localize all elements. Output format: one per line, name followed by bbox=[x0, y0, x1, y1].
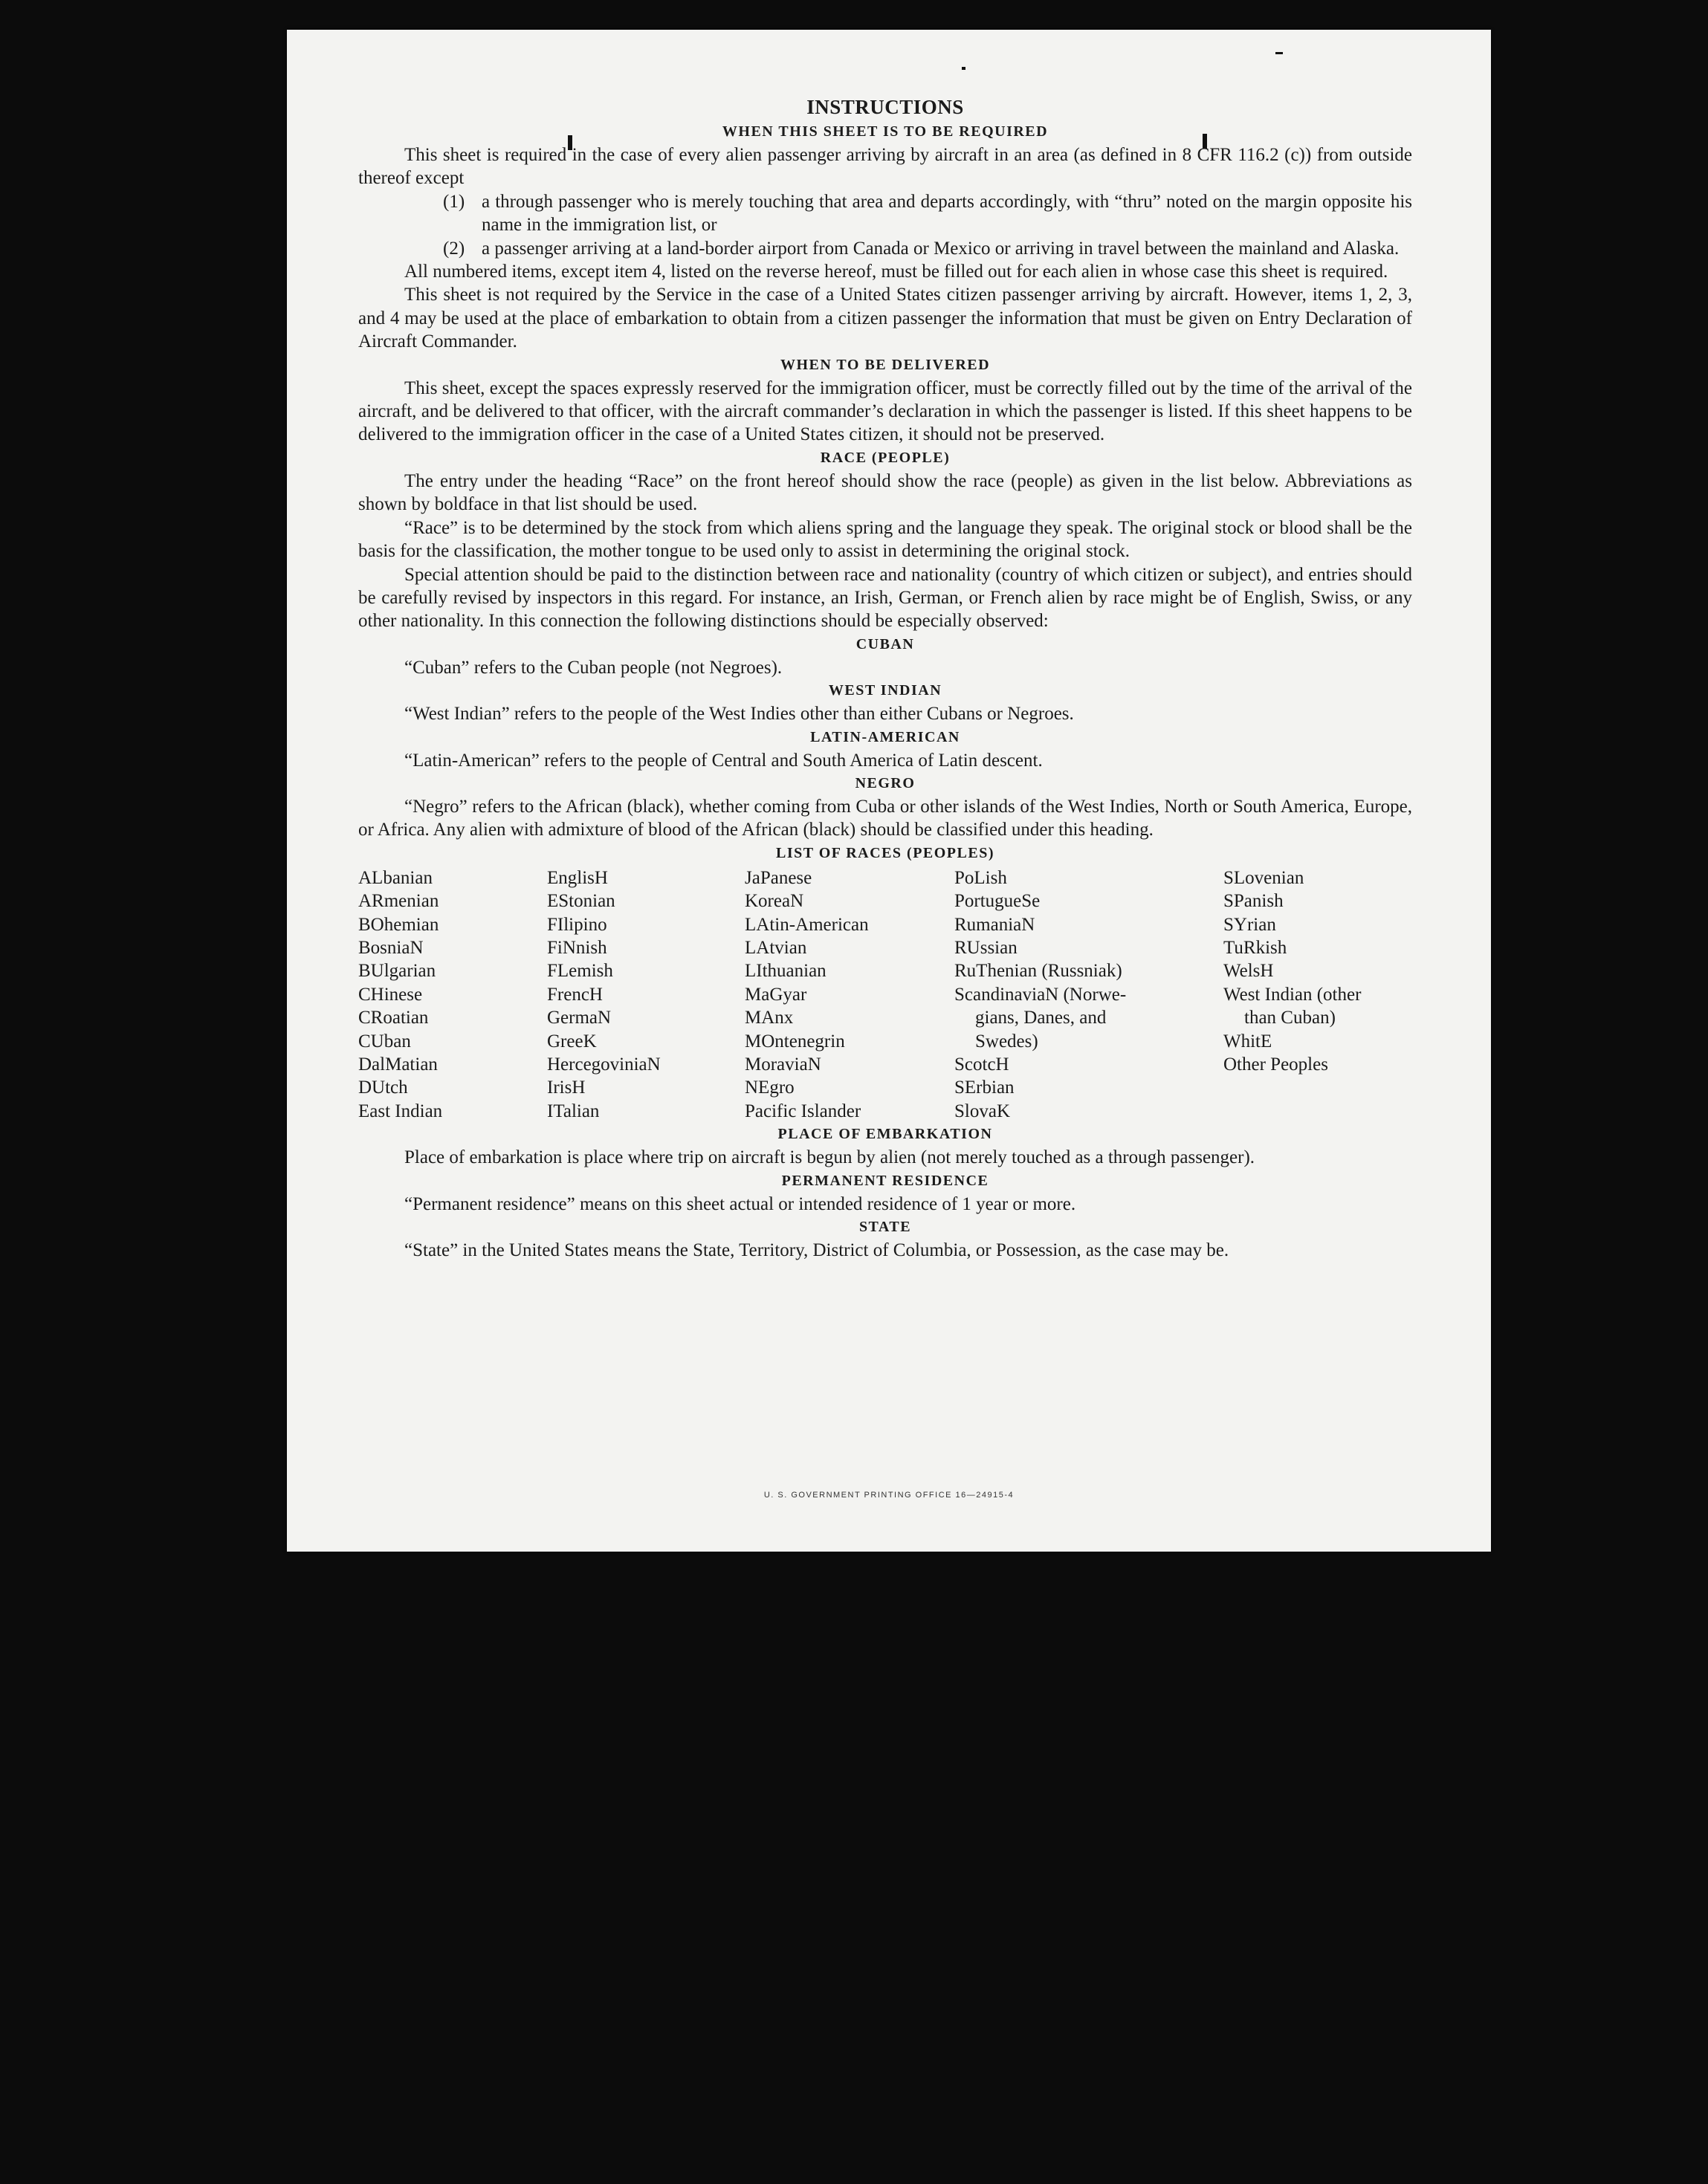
race-entry: GreeK bbox=[547, 1031, 597, 1052]
race-entry: MAnx bbox=[745, 1008, 794, 1028]
race-column bbox=[954, 866, 1223, 1123]
section-heading-negro: NEGRO bbox=[855, 774, 916, 791]
race-entry: LAtin-American bbox=[745, 914, 869, 935]
race-entry: ARmenian bbox=[358, 891, 439, 912]
embarkation-text: Place of embarkation is place where trip on aircraft is begun by alien (not merely touched as a through passenger). bbox=[404, 1147, 1255, 1168]
section-heading-residence: PERMANENT RESIDENCE bbox=[781, 1172, 989, 1189]
race-entry: ALbanian bbox=[358, 867, 433, 888]
race-entry: IrisH bbox=[547, 1078, 586, 1098]
race-column bbox=[358, 866, 547, 1123]
race-para-2: “Race” is to be determined by the stock from which aliens spring and the language they speak. The original stock or blood shall be the basis for the classification, the mother tongue to be used only to assist in determining the original stock. bbox=[358, 517, 1412, 562]
race-entry: GermaN bbox=[547, 1008, 612, 1028]
race-entry: Pacific Islander bbox=[745, 1101, 861, 1121]
race-para-3: Special attention should be paid to the distinction between race and nationality (country of which citizen or subject), and entries should be carefully revised by inspectors in this regard. For instance, an Irish, German, or French alien by race might be of English, Swiss, or any other nationality. In this connection the following distinctions should be especially observed: bbox=[358, 564, 1412, 632]
scan-mark bbox=[962, 67, 965, 70]
race-entry: ScotcH bbox=[954, 1054, 1009, 1075]
race-entry: RUssian bbox=[954, 937, 1018, 958]
race-para-1: The entry under the heading “Race” on the front hereof should show the race (people) as given in the list below. Abbreviations as shown by boldface in that list should be used. bbox=[358, 470, 1412, 515]
race-entry: FrencH bbox=[547, 984, 603, 1005]
race-column bbox=[1223, 866, 1412, 1123]
race-entry: NEgro bbox=[745, 1078, 795, 1098]
race-entry: TuRkish bbox=[1223, 937, 1287, 958]
race-entry: PortugueSe bbox=[954, 891, 1041, 912]
race-entry: SPanish bbox=[1223, 891, 1284, 912]
race-entry: Swedes) bbox=[975, 1031, 1038, 1052]
race-entry: BosniaN bbox=[358, 937, 424, 958]
race-entry: KoreaN bbox=[745, 891, 804, 912]
latin-american-text: “Latin-American” refers to the people of Central and South America of Latin descent. bbox=[404, 750, 1043, 771]
exception-number: (1) bbox=[443, 191, 465, 212]
when-required-intro: This sheet is required in the case of every alien passenger arriving by aircraft in an area (as defined in 8 CFR 116.2 (c)) from outside thereof except bbox=[358, 145, 1412, 189]
race-entry: DalMatian bbox=[358, 1054, 438, 1075]
document-page bbox=[287, 30, 1491, 1552]
race-entry: WelsH bbox=[1223, 961, 1274, 982]
race-entry: FiNnish bbox=[547, 937, 607, 958]
race-entry: BOhemian bbox=[358, 914, 439, 935]
race-entry: JaPanese bbox=[745, 867, 812, 888]
when-required-para-2: All numbered items, except item 4, listed on the reverse hereof, must be filled out for each alien in whose case this sheet is required. bbox=[404, 262, 1388, 282]
race-entry: LAtvian bbox=[745, 937, 807, 958]
race-entry: EStonian bbox=[547, 891, 615, 912]
section-heading-west-indian: WEST INDIAN bbox=[828, 682, 942, 699]
race-entry: PoLish bbox=[954, 867, 1007, 888]
race-entry: than Cuban) bbox=[1244, 1008, 1336, 1028]
section-heading-list-of-races: LIST OF RACES (PEOPLES) bbox=[775, 844, 994, 861]
page-title: INSTRUCTIONS bbox=[806, 96, 964, 118]
exception-text: a passenger arriving at a land-border airport from Canada or Mexico or arriving in travel between the mainland and Alaska. bbox=[482, 238, 1400, 259]
race-entry: gians, Danes, and bbox=[975, 1008, 1107, 1028]
race-entry: FLemish bbox=[547, 961, 613, 982]
instructions-content bbox=[358, 94, 1412, 1262]
race-entry: SYrian bbox=[1223, 914, 1276, 935]
negro-text: “Negro” refers to the African (black), whether coming from Cuba or other islands of the West Indies, North or South America, Europe, or Africa. Any alien with admixture of blood of the African (black) should be classified under this heading. bbox=[358, 796, 1412, 840]
exception-text: a through passenger who is merely touching that area and departs accordingly, with “thru” noted on the margin opposite his name in the immigration list, or bbox=[482, 191, 1412, 236]
race-column bbox=[547, 866, 745, 1123]
when-delivered-text: This sheet, except the spaces expressly reserved for the immigration officer, must be correctly filled out by the time of the arrival of the aircraft, and be delivered to that officer, with the aircraft commander’s declaration in which the passenger is listed. If this sheet happens to be delivered to the immigration officer in the case of a United States citizen, it should not be preserved. bbox=[358, 377, 1412, 445]
race-entry: CUban bbox=[358, 1031, 411, 1052]
when-required-para-3: This sheet is not required by the Service in the case of a United States citizen passenger arriving by aircraft. However, items 1, 2, 3, and 4 may be used at the place of embarkation to obtain from a citizen passenger the information that must be given on Entry Declaration of Aircraft Commander. bbox=[358, 285, 1412, 352]
section-heading-when-delivered: WHEN TO BE DELIVERED bbox=[780, 356, 991, 373]
race-entry: WhitE bbox=[1223, 1031, 1272, 1052]
race-entry: CHinese bbox=[358, 984, 423, 1005]
race-entry: RumaniaN bbox=[954, 914, 1035, 935]
race-entry: West Indian (other bbox=[1223, 984, 1362, 1005]
section-heading-cuban: CUBAN bbox=[855, 635, 915, 652]
race-entry: SlovaK bbox=[954, 1101, 1010, 1121]
printing-office-footer: U. S. GOVERNMENT PRINTING OFFICE 16—24915-4 bbox=[763, 1491, 1015, 1500]
race-entry: DUtch bbox=[358, 1078, 408, 1098]
exception-item bbox=[443, 237, 1412, 260]
race-entry: MaGyar bbox=[745, 984, 807, 1005]
race-entry: EnglisH bbox=[547, 867, 608, 888]
exception-item bbox=[443, 190, 1412, 237]
state-text: “State” in the United States means the State, Territory, District of Columbia, or Possession, as the case may be. bbox=[404, 1240, 1229, 1261]
race-entry: MoraviaN bbox=[745, 1054, 821, 1075]
race-entry: ITalian bbox=[547, 1101, 600, 1121]
race-entry: ScandinaviaN (Norwe- bbox=[954, 984, 1127, 1005]
section-heading-embarkation: PLACE OF EMBARKATION bbox=[777, 1126, 993, 1143]
race-list bbox=[358, 866, 1412, 1123]
section-heading-race: RACE (PEOPLE) bbox=[820, 449, 951, 466]
race-entry: CRoatian bbox=[358, 1008, 429, 1028]
race-entry: SErbian bbox=[954, 1078, 1015, 1098]
section-heading-latin-american: LATIN-AMERICAN bbox=[810, 728, 960, 745]
race-entry: East Indian bbox=[358, 1101, 443, 1121]
race-entry: LIthuanian bbox=[745, 961, 826, 982]
race-entry: BUlgarian bbox=[358, 961, 436, 982]
cuban-text: “Cuban” refers to the Cuban people (not Negroes). bbox=[404, 657, 783, 678]
race-column bbox=[745, 866, 954, 1123]
exception-number: (2) bbox=[443, 238, 465, 259]
section-heading-when-required: WHEN THIS SHEET IS TO BE REQUIRED bbox=[722, 123, 1049, 140]
scan-mark bbox=[1275, 52, 1283, 54]
race-entry: Other Peoples bbox=[1223, 1054, 1328, 1075]
west-indian-text: “West Indian” refers to the people of the West Indies other than either Cubans or Negroes. bbox=[404, 704, 1074, 725]
race-entry: MOntenegrin bbox=[745, 1031, 845, 1052]
race-entry: HercegoviniaN bbox=[547, 1054, 661, 1075]
race-entry: SLovenian bbox=[1223, 867, 1304, 888]
section-heading-state: STATE bbox=[858, 1219, 912, 1236]
residence-text: “Permanent residence” means on this sheet actual or intended residence of 1 year or more. bbox=[404, 1193, 1076, 1214]
race-entry: FIlipino bbox=[547, 914, 607, 935]
race-entry: RuThenian (Russniak) bbox=[954, 961, 1122, 982]
